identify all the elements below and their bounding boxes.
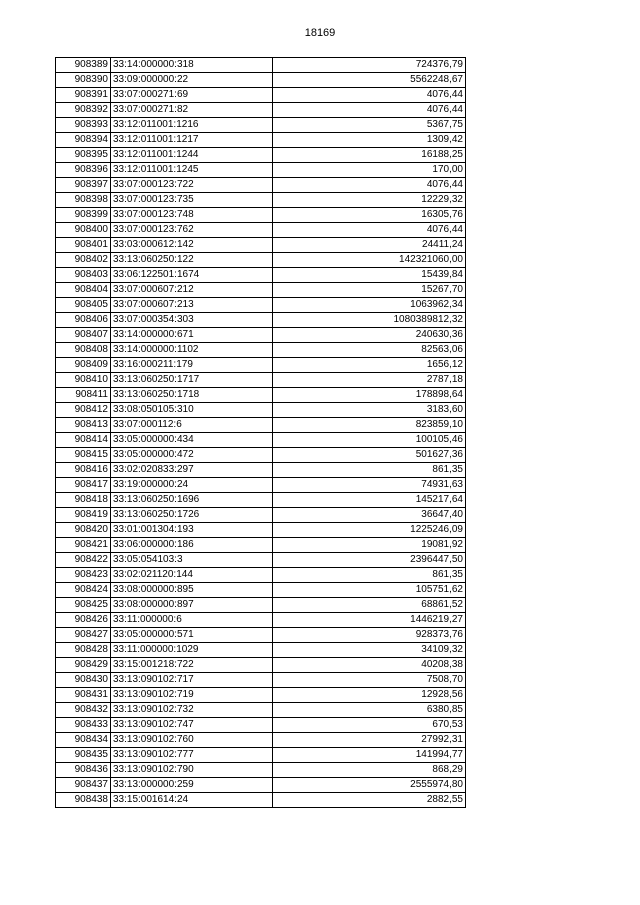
- row-number-cell: 908393: [56, 118, 111, 133]
- cadastral-value-cell: 105751,62: [273, 583, 466, 598]
- row-number-cell: 908437: [56, 778, 111, 793]
- cadastral-value-cell: 19081,92: [273, 538, 466, 553]
- table-row: [56, 658, 466, 673]
- cadastral-value-cell: 15439,84: [273, 268, 466, 283]
- row-number-cell: 908438: [56, 793, 111, 808]
- row-number-cell: 908412: [56, 403, 111, 418]
- cadastral-number-cell: 33:14:000000:1102: [111, 343, 273, 358]
- cadastral-number-cell: 33:19:000000:24: [111, 478, 273, 493]
- cadastral-number-cell: 33:01:001304:193: [111, 523, 273, 538]
- row-number-cell: 908423: [56, 568, 111, 583]
- cadastral-number-cell: 33:05:000000:472: [111, 448, 273, 463]
- cadastral-number-cell: 33:07:000123:735: [111, 193, 273, 208]
- row-number-cell: 908399: [56, 208, 111, 223]
- cadastral-value-cell: 36647,40: [273, 508, 466, 523]
- table-row: [56, 313, 466, 328]
- cadastral-number-cell: 33:14:000000:671: [111, 328, 273, 343]
- cadastral-number-cell: 33:07:000271:82: [111, 103, 273, 118]
- row-number-cell: 908422: [56, 553, 111, 568]
- table-row: [56, 88, 466, 103]
- table-row: [56, 433, 466, 448]
- row-number-cell: 908425: [56, 598, 111, 613]
- cadastral-value-cell: 861,35: [273, 568, 466, 583]
- cadastral-value-cell: 928373,76: [273, 628, 466, 643]
- row-number-cell: 908391: [56, 88, 111, 103]
- cadastral-number-cell: 33:13:060250:1718: [111, 388, 273, 403]
- table-row: [56, 448, 466, 463]
- table-row: [56, 133, 466, 148]
- cadastral-value-cell: 2787,18: [273, 373, 466, 388]
- cadastral-value-table: [55, 57, 466, 808]
- cadastral-value-cell: 68861,52: [273, 598, 466, 613]
- cadastral-value-cell: 5367,75: [273, 118, 466, 133]
- cadastral-value-cell: 1309,42: [273, 133, 466, 148]
- row-number-cell: 908394: [56, 133, 111, 148]
- cadastral-value-cell: 670,53: [273, 718, 466, 733]
- cadastral-value-cell: 6380,85: [273, 703, 466, 718]
- cadastral-value-cell: 3183,60: [273, 403, 466, 418]
- cadastral-number-cell: 33:08:050105:310: [111, 403, 273, 418]
- table-row: [56, 58, 466, 73]
- cadastral-number-cell: 33:07:000354:303: [111, 313, 273, 328]
- cadastral-value-cell: 142321060,00: [273, 253, 466, 268]
- cadastral-value-cell: 1080389812,32: [273, 313, 466, 328]
- table-row: [56, 553, 466, 568]
- cadastral-value-cell: 4076,44: [273, 178, 466, 193]
- table-row: [56, 403, 466, 418]
- cadastral-value-cell: 724376,79: [273, 58, 466, 73]
- cadastral-value-cell: 240630,36: [273, 328, 466, 343]
- table-row: [56, 238, 466, 253]
- table-row: [56, 793, 466, 808]
- row-number-cell: 908410: [56, 373, 111, 388]
- cadastral-number-cell: 33:14:000000:318: [111, 58, 273, 73]
- cadastral-number-cell: 33:11:000000:6: [111, 613, 273, 628]
- row-number-cell: 908426: [56, 613, 111, 628]
- table-row: [56, 733, 466, 748]
- table-row: [56, 673, 466, 688]
- table-row: [56, 568, 466, 583]
- cadastral-number-cell: 33:07:000607:212: [111, 283, 273, 298]
- row-number-cell: 908395: [56, 148, 111, 163]
- cadastral-value-cell: 1063962,34: [273, 298, 466, 313]
- row-number-cell: 908429: [56, 658, 111, 673]
- table-row: [56, 343, 466, 358]
- cadastral-number-cell: 33:13:090102:777: [111, 748, 273, 763]
- cadastral-value-cell: 141994,77: [273, 748, 466, 763]
- cadastral-value-cell: 2396447,50: [273, 553, 466, 568]
- row-number-cell: 908432: [56, 703, 111, 718]
- row-number-cell: 908401: [56, 238, 111, 253]
- table-row: [56, 103, 466, 118]
- table-row: [56, 298, 466, 313]
- cadastral-number-cell: 33:08:000000:895: [111, 583, 273, 598]
- row-number-cell: 908406: [56, 313, 111, 328]
- cadastral-value-cell: 15267,70: [273, 283, 466, 298]
- cadastral-number-cell: 33:16:000211:179: [111, 358, 273, 373]
- cadastral-number-cell: 33:13:000000:259: [111, 778, 273, 793]
- table-row: [56, 358, 466, 373]
- table-row: [56, 163, 466, 178]
- table-row: [56, 523, 466, 538]
- row-number-cell: 908396: [56, 163, 111, 178]
- cadastral-number-cell: 33:07:000112:6: [111, 418, 273, 433]
- cadastral-value-cell: 1446219,27: [273, 613, 466, 628]
- row-number-cell: 908436: [56, 763, 111, 778]
- row-number-cell: 908416: [56, 463, 111, 478]
- table-row: [56, 178, 466, 193]
- cadastral-number-cell: 33:05:054103:3: [111, 553, 273, 568]
- cadastral-value-cell: 12928,56: [273, 688, 466, 703]
- cadastral-number-cell: 33:12:011001:1217: [111, 133, 273, 148]
- cadastral-value-cell: 868,29: [273, 763, 466, 778]
- cadastral-value-cell: 145217,64: [273, 493, 466, 508]
- table-row: [56, 463, 466, 478]
- row-number-cell: 908389: [56, 58, 111, 73]
- row-number-cell: 908418: [56, 493, 111, 508]
- cadastral-number-cell: 33:13:090102:717: [111, 673, 273, 688]
- row-number-cell: 908400: [56, 223, 111, 238]
- table-body: [56, 58, 466, 808]
- cadastral-value-cell: 501627,36: [273, 448, 466, 463]
- cadastral-number-cell: 33:05:000000:434: [111, 433, 273, 448]
- cadastral-value-cell: 16188,25: [273, 148, 466, 163]
- table-row: [56, 253, 466, 268]
- row-number-cell: 908435: [56, 748, 111, 763]
- cadastral-value-cell: 34109,32: [273, 643, 466, 658]
- table-row: [56, 493, 466, 508]
- cadastral-value-cell: 2882,55: [273, 793, 466, 808]
- table-row: [56, 598, 466, 613]
- row-number-cell: 908403: [56, 268, 111, 283]
- table-row: [56, 628, 466, 643]
- cadastral-value-cell: 4076,44: [273, 223, 466, 238]
- table-row: [56, 703, 466, 718]
- cadastral-number-cell: 33:07:000123:722: [111, 178, 273, 193]
- cadastral-value-cell: 16305,76: [273, 208, 466, 223]
- cadastral-value-cell: 1656,12: [273, 358, 466, 373]
- cadastral-value-cell: 74931,63: [273, 478, 466, 493]
- table-row: [56, 748, 466, 763]
- table-row: [56, 763, 466, 778]
- row-number-cell: 908411: [56, 388, 111, 403]
- cadastral-number-cell: 33:09:000000:22: [111, 73, 273, 88]
- table-row: [56, 418, 466, 433]
- cadastral-number-cell: 33:12:011001:1216: [111, 118, 273, 133]
- cadastral-number-cell: 33:13:090102:732: [111, 703, 273, 718]
- cadastral-value-cell: 40208,38: [273, 658, 466, 673]
- table-row: [56, 328, 466, 343]
- table-row: [56, 718, 466, 733]
- cadastral-number-cell: 33:07:000123:748: [111, 208, 273, 223]
- table-row: [56, 388, 466, 403]
- cadastral-number-cell: 33:12:011001:1245: [111, 163, 273, 178]
- table-row: [56, 778, 466, 793]
- row-number-cell: 908413: [56, 418, 111, 433]
- cadastral-number-cell: 33:05:000000:571: [111, 628, 273, 643]
- row-number-cell: 908415: [56, 448, 111, 463]
- row-number-cell: 908421: [56, 538, 111, 553]
- cadastral-number-cell: 33:13:090102:719: [111, 688, 273, 703]
- row-number-cell: 908397: [56, 178, 111, 193]
- cadastral-value-cell: 12229,32: [273, 193, 466, 208]
- table-row: [56, 643, 466, 658]
- cadastral-number-cell: 33:13:060250:122: [111, 253, 273, 268]
- row-number-cell: 908408: [56, 343, 111, 358]
- row-number-cell: 908407: [56, 328, 111, 343]
- cadastral-value-cell: 82563,06: [273, 343, 466, 358]
- row-number-cell: 908414: [56, 433, 111, 448]
- row-number-cell: 908428: [56, 643, 111, 658]
- cadastral-number-cell: 33:13:060250:1717: [111, 373, 273, 388]
- cadastral-number-cell: 33:08:000000:897: [111, 598, 273, 613]
- table-row: [56, 508, 466, 523]
- cadastral-value-cell: 178898,64: [273, 388, 466, 403]
- cadastral-value-cell: 1225246,09: [273, 523, 466, 538]
- row-number-cell: 908405: [56, 298, 111, 313]
- row-number-cell: 908402: [56, 253, 111, 268]
- cadastral-value-cell: 4076,44: [273, 103, 466, 118]
- table-row: [56, 538, 466, 553]
- row-number-cell: 908398: [56, 193, 111, 208]
- table-row: [56, 373, 466, 388]
- cadastral-number-cell: 33:15:001218:722: [111, 658, 273, 673]
- cadastral-number-cell: 33:02:020833:297: [111, 463, 273, 478]
- cadastral-number-cell: 33:13:090102:760: [111, 733, 273, 748]
- cadastral-value-cell: 5562248,67: [273, 73, 466, 88]
- cadastral-number-cell: 33:07:000123:762: [111, 223, 273, 238]
- row-number-cell: 908409: [56, 358, 111, 373]
- table-row: [56, 148, 466, 163]
- cadastral-number-cell: 33:13:090102:747: [111, 718, 273, 733]
- table-row: [56, 688, 466, 703]
- row-number-cell: 908404: [56, 283, 111, 298]
- table-row: [56, 208, 466, 223]
- cadastral-value-cell: 4076,44: [273, 88, 466, 103]
- cadastral-value-cell: 24411,24: [273, 238, 466, 253]
- cadastral-value-cell: 7508,70: [273, 673, 466, 688]
- cadastral-value-cell: 27992,31: [273, 733, 466, 748]
- table-row: [56, 283, 466, 298]
- cadastral-number-cell: 33:13:060250:1726: [111, 508, 273, 523]
- cadastral-number-cell: 33:06:122501:1674: [111, 268, 273, 283]
- table-row: [56, 613, 466, 628]
- table-row: [56, 583, 466, 598]
- row-number-cell: 908392: [56, 103, 111, 118]
- cadastral-value-cell: 2555974,80: [273, 778, 466, 793]
- cadastral-number-cell: 33:03:000612:142: [111, 238, 273, 253]
- table-row: [56, 73, 466, 88]
- cadastral-number-cell: 33:13:090102:790: [111, 763, 273, 778]
- row-number-cell: 908433: [56, 718, 111, 733]
- cadastral-number-cell: 33:13:060250:1696: [111, 493, 273, 508]
- row-number-cell: 908427: [56, 628, 111, 643]
- cadastral-value-cell: 861,35: [273, 463, 466, 478]
- cadastral-number-cell: 33:06:000000:186: [111, 538, 273, 553]
- row-number-cell: 908424: [56, 583, 111, 598]
- row-number-cell: 908434: [56, 733, 111, 748]
- row-number-cell: 908390: [56, 73, 111, 88]
- cadastral-number-cell: 33:11:000000:1029: [111, 643, 273, 658]
- cadastral-number-cell: 33:07:000271:69: [111, 88, 273, 103]
- table-row: [56, 478, 466, 493]
- row-number-cell: 908417: [56, 478, 111, 493]
- cadastral-number-cell: 33:15:001614:24: [111, 793, 273, 808]
- table-row: [56, 118, 466, 133]
- cadastral-number-cell: 33:07:000607:213: [111, 298, 273, 313]
- cadastral-value-cell: 823859,10: [273, 418, 466, 433]
- row-number-cell: 908431: [56, 688, 111, 703]
- row-number-cell: 908430: [56, 673, 111, 688]
- cadastral-number-cell: 33:02:021120:144: [111, 568, 273, 583]
- row-number-cell: 908420: [56, 523, 111, 538]
- row-number-cell: 908419: [56, 508, 111, 523]
- table-row: [56, 223, 466, 238]
- cadastral-value-cell: 170,00: [273, 163, 466, 178]
- cadastral-number-cell: 33:12:011001:1244: [111, 148, 273, 163]
- table-row: [56, 193, 466, 208]
- page-number: 18169: [304, 27, 336, 39]
- cadastral-value-cell: 100105,46: [273, 433, 466, 448]
- table-row: [56, 268, 466, 283]
